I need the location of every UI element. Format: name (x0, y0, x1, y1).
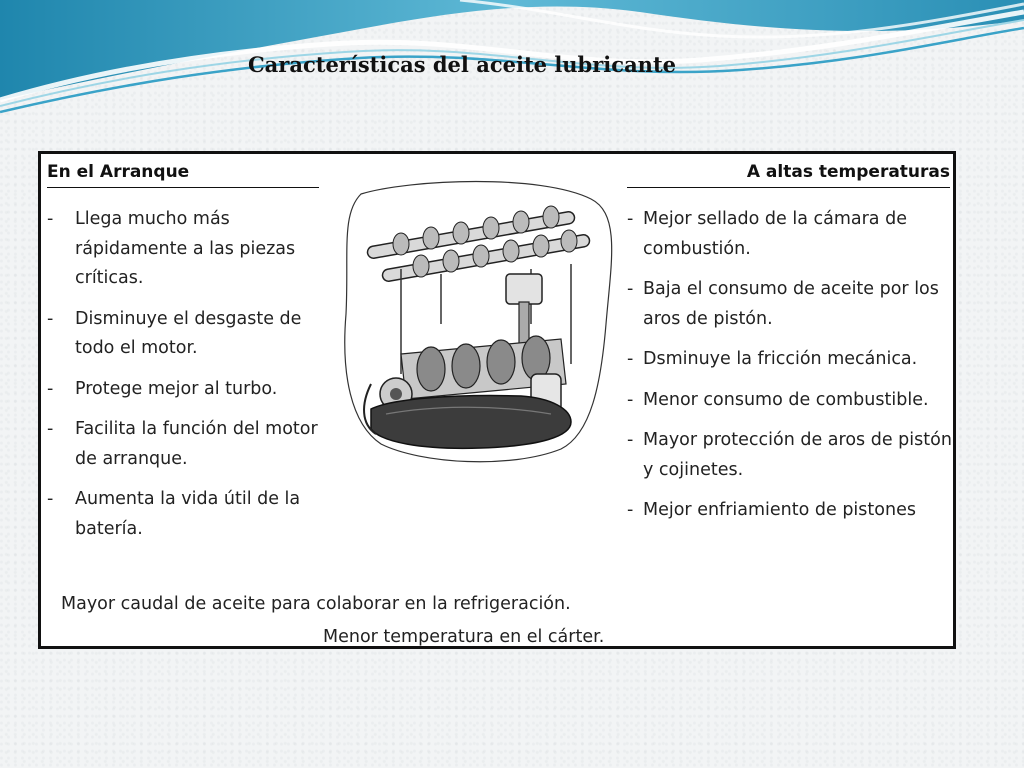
left-list (45, 205, 335, 555)
list-item: - Mejor enfriamiento de pistones (627, 500, 916, 520)
list-item: - Baja el consumo de aceite por los aros de pistón. (627, 279, 939, 329)
list-item: - Facilita la función del motor de arranque. (47, 419, 318, 469)
slide-title: Características del aceite lubricante (247, 52, 677, 77)
bottom-note-1: Mayor caudal de aceite para colaborar en la refrigeración. (61, 594, 571, 614)
list-item: - Mayor protección de aros de pistón y cojinetes. (627, 430, 952, 480)
list-item: - Menor consumo de combustible. (627, 389, 929, 410)
bottom-note-2: Menor temperatura en el cárter. (323, 627, 605, 647)
left-heading: En el Arranque (47, 162, 319, 188)
content-panel (38, 151, 956, 649)
engine-illustration-icon (331, 174, 631, 474)
list-item: - Llega mucho más rápidamente a las piezas críticas. (47, 209, 296, 288)
list-item: - Protege mejor al turbo. (47, 378, 278, 399)
list-item: - Aumenta la vida útil de la batería. (47, 489, 301, 539)
right-list (627, 205, 957, 537)
list-item: - Mejor sellado de la cámara de combustión. (627, 209, 907, 259)
list-item: - Disminuye el desgaste de todo el motor. (47, 308, 302, 358)
list-item: - Dsminuye la fricción mecánica. (627, 349, 918, 369)
right-heading: A altas temperaturas (627, 162, 950, 188)
